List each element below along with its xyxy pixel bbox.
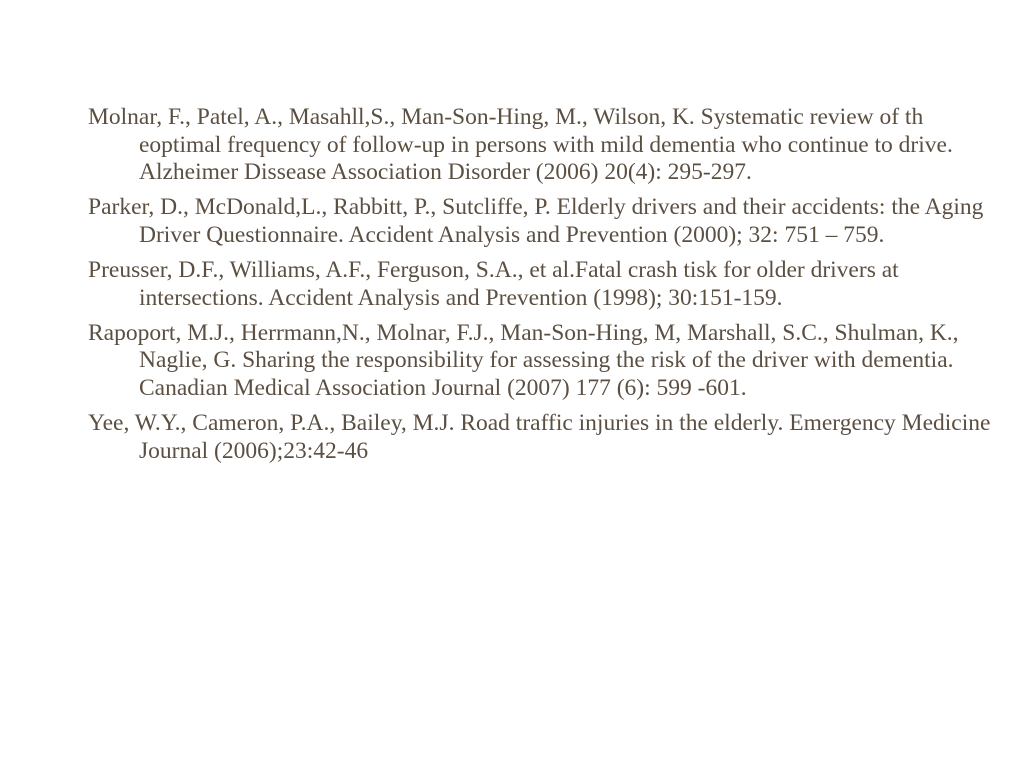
reference-item: Yee, W.Y., Cameron, P.A., Bailey, M.J. Road traffic injuries in the elderly. Emergency Medicine Journal (2006);23:42-46 <box>88 409 991 464</box>
reference-list <box>88 104 993 473</box>
reference-item: Molnar, F., Patel, A., Masahll,S., Man-Son-Hing, M., Wilson, K. Systematic review of th eoptimal frequency of follow-up in persons with mild dementia who continue to drive. Alzheimer Dissease Association Disorder (2006) 20(4): 295-297. <box>88 104 953 186</box>
reference-item: Rapoport, M.J., Herrmann,N., Molnar, F.J., Man-Son-Hing, M, Marshall, S.C., Shulman, K., Naglie, G. Sharing the responsibility for assessing the risk of the driver with dementia. Canadian Medical Association Journal (2007) 177 (6): 599 -601. <box>88 319 959 401</box>
reference-item: Parker, D., McDonald,L., Rabbitt, P., Sutcliffe, P. Elderly drivers and their accidents: the Aging Driver Questionnaire. Accident Analysis and Prevention (2000); 32: 751 – 759. <box>88 194 984 248</box>
reference-item: Preusser, D.F., Williams, A.F., Ferguson, S.A., et al.Fatal crash tisk for older drivers at intersections. Accident Analysis and Prevention (1998); 30:151-159. <box>88 256 899 311</box>
